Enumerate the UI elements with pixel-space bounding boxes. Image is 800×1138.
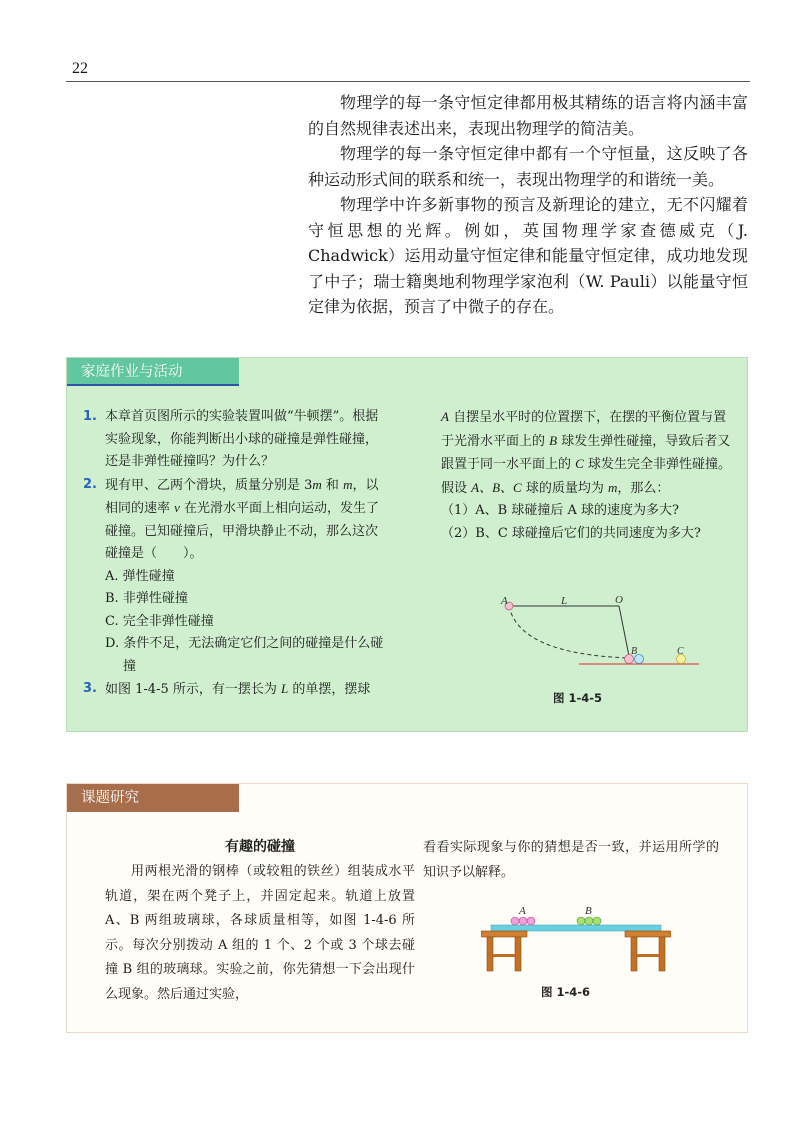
- option-b: B. 非弹性碰撞: [105, 591, 188, 606]
- label-group-b: B: [585, 905, 592, 917]
- ball-group-b: [593, 917, 601, 925]
- left-stool-brace: [493, 954, 515, 957]
- option-c: C. 完全非弹性碰撞: [105, 613, 214, 629]
- q2-part: 在光滑水平面上相向运动，发生了碰撞。已知碰撞后，甲滑块静止不动，那么这次碰撞是（ ）。: [105, 501, 380, 561]
- label-c: C: [677, 646, 684, 657]
- research-box: [66, 783, 748, 1033]
- homework-title: 家庭作业与活动: [67, 358, 239, 386]
- option-a: A. 弹性碰撞: [105, 568, 175, 584]
- q2-mass-var: m: [343, 476, 353, 492]
- q3-part: 如图 1-4-5 所示，有一摆长为: [105, 682, 281, 697]
- question-2-number: 2.: [83, 476, 97, 492]
- right-stool-brace: [637, 954, 659, 957]
- q2-part: 和: [321, 477, 344, 493]
- left-stool-leg: [515, 937, 521, 971]
- left-stool-top: [481, 931, 527, 937]
- page-number: 22: [72, 60, 88, 77]
- q3-part: 球的质量均为: [521, 480, 608, 496]
- q3-var: m: [607, 479, 618, 495]
- pendulum-figure: [499, 596, 699, 686]
- question-1: [79, 406, 389, 474]
- label-group-a: A: [519, 905, 526, 917]
- q3-part: 球发生完全非弹性碰撞。假设: [441, 457, 731, 496]
- label-l: L: [561, 596, 568, 607]
- label-o: O: [615, 596, 623, 606]
- ball-group-b: [577, 917, 585, 925]
- homework-box: [66, 357, 748, 732]
- left-stool-leg: [487, 937, 493, 971]
- q3-length-var: L: [281, 681, 289, 696]
- right-stool-top: [625, 931, 671, 937]
- q2-part: 现有甲、乙两个滑块，质量分别是 3: [105, 477, 313, 493]
- right-stool-leg: [659, 937, 665, 971]
- question-1-text: 本章首页图所示的实验装置叫做“牛顿摆”。根据实验现象，你能判断出小球的碰撞是弹性碰撞，还是非弹性碰撞吗？为什么？: [105, 409, 379, 469]
- question-2-text: [105, 478, 379, 562]
- question-3: [79, 678, 389, 702]
- label-a: A: [501, 596, 508, 607]
- header-rule: [66, 81, 750, 82]
- rail-track: [491, 925, 661, 931]
- question-3-continuation: [441, 406, 737, 500]
- homework-right-column: [441, 406, 737, 545]
- question-2: [79, 474, 389, 566]
- q3-part: 球发生弹性碰撞，导致后者又跟置于同一水平面上的: [441, 433, 731, 472]
- question-1-number: 1.: [83, 409, 97, 424]
- intro-paragraph-1: 物理学的每一条守恒定律都用极其精练的语言将内涵丰富的自然规律表述出来，表现出物理学的简洁美。: [308, 93, 748, 138]
- ball-group-a: [527, 917, 535, 925]
- homework-left-column: [79, 406, 389, 702]
- q3-part: ，那么：: [617, 480, 670, 496]
- q3-var: A: [441, 409, 449, 424]
- question-3-sub-2: （2）B、C 球碰撞后它们的共同速度为多大?: [441, 525, 701, 541]
- intro-paragraph-2: 物理学的每一条守恒定律中都有一个守恒量，这反映了各种运动形式间的联系和统一，表现出物理学的和谐统一美。: [308, 144, 748, 189]
- pendulum-string: [619, 606, 629, 656]
- research-title: 课题研究: [67, 784, 239, 812]
- option-d: D. 条件不足，无法确定它们之间的碰撞是什么碰撞: [105, 636, 384, 674]
- research-right-text: 看看实际现象与你的猜想是否一致，并运用所学的知识予以解释。: [423, 840, 719, 880]
- collision-track-figure: [481, 904, 671, 979]
- right-stool-leg: [631, 937, 637, 971]
- ball-group-b: [585, 917, 593, 925]
- question-3-sub-1: （1）A、B 球碰撞后 A 球的速度为多大?: [441, 503, 679, 518]
- question-3-text: [105, 682, 370, 697]
- question-3-number: 3.: [83, 681, 97, 696]
- q3-part: 自摆呈水平时的位置摆下，在摆的平衡位置与置于光滑水平面上的: [441, 410, 727, 449]
- q2-part: ，以相同的速率: [105, 477, 379, 516]
- q2-speed-var: v: [174, 500, 180, 515]
- q3-var: B: [549, 432, 558, 448]
- figure-1-4-6-caption: 图 1-4-6: [541, 985, 591, 999]
- ball-group-a: [511, 917, 519, 925]
- q3-var: A、B、C: [471, 479, 522, 495]
- q3-var: C: [575, 456, 584, 471]
- figure-1-4-5-caption: 图 1-4-5: [553, 691, 603, 705]
- research-left-text: 用两根光滑的钢棒（或较粗的铁丝）组装成水平轨道，架在两个凳子上，并固定起来。轨道上放置 A、B 两组玻璃球，各球质量相等，如图 1-4-6 所示。每次分别拨动 A 组的 1 个、2 个或 3 个球去碰撞 B 组的玻璃球。实验之前，你先猜想一下会出现什么现象。然后通过实验，: [105, 864, 415, 1002]
- q3-part: 的单摆，摆球: [288, 682, 371, 697]
- swing-arc: [509, 606, 629, 658]
- ball-group-a: [519, 917, 527, 925]
- q2-mass-var: m: [312, 476, 322, 492]
- label-b: B: [631, 646, 638, 657]
- intro-paragraph-3: 物理学中许多新事物的预言及新理论的建立，无不闪耀着守恒思想的光辉。例如，英国物理学家查德威克（J. Chadwick）运用动量守恒定律和能量守恒定律，成功地发现了中子；瑞士籍奥地利物理学家泡利（W. Pauli）以能量守恒定律为依据，预言了中微子的存在。: [308, 195, 748, 316]
- intro-text: [308, 90, 748, 320]
- research-subtitle: 有趣的碰撞: [225, 839, 295, 855]
